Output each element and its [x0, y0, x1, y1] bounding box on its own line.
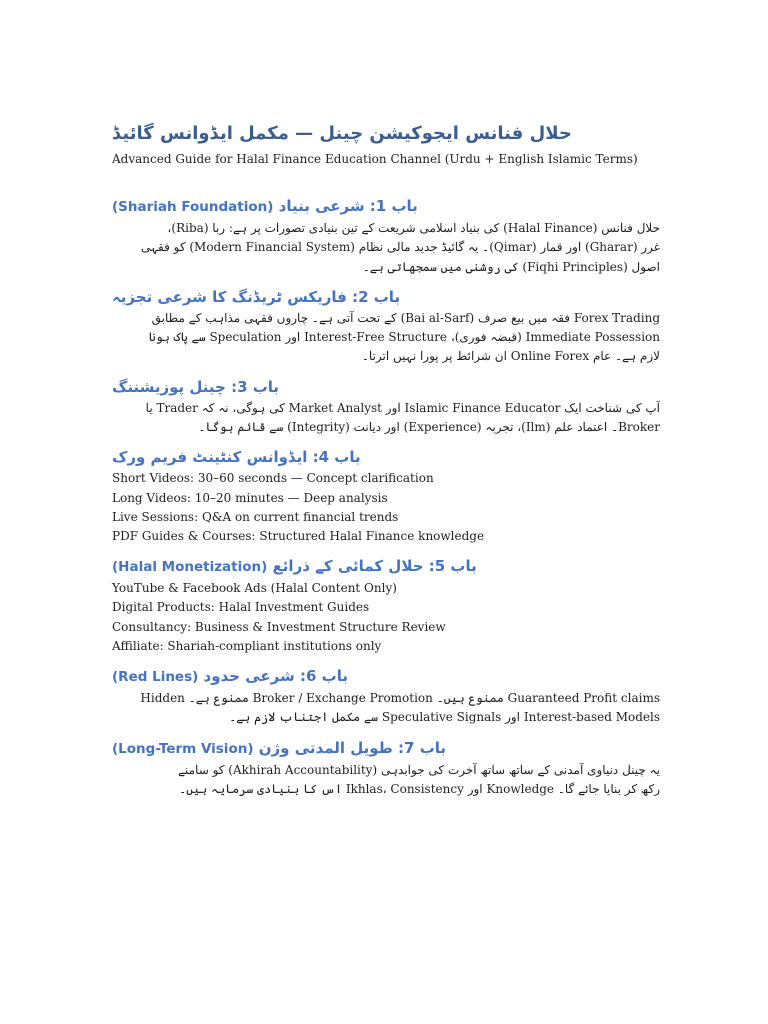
list-item: PDF Guides & Courses: Structured Halal Finance knowledge	[112, 528, 485, 543]
section-paragraph	[112, 309, 660, 367]
section-channel-positioning	[112, 375, 660, 438]
section-content-framework	[112, 445, 660, 546]
heading-urdu: باب 7: طویل المدتی وژن	[258, 738, 447, 757]
section-heading	[112, 285, 660, 309]
section-paragraph	[112, 689, 660, 728]
document-subtitle: Advanced Guide for Halal Finance Education Channel (Urdu + English Islamic Terms)	[112, 152, 638, 166]
document-title: حلال فنانس ایجوکیشن چینل — مکمل ایڈوانس گائیڈ	[112, 123, 572, 144]
heading-urdu: باب 6: شرعی حدود	[203, 667, 348, 685]
heading-english: (Shariah Foundation)	[112, 199, 274, 215]
paragraph-line: Immediate Possession (قبضہ فوری)، Interest-Free Structure اور Speculation سے پاک ہونا	[148, 330, 660, 345]
list-item: Consultancy: Business & Investment Structure Review	[112, 619, 446, 634]
section-heading	[112, 194, 660, 219]
section-paragraph	[112, 399, 660, 438]
paragraph-line: Forex Trading فقہ میں بیع صرف (Bai al-Sarf) کے تحت آتی ہے۔ چاروں فقہی مذاہب کے مطابق	[151, 310, 660, 325]
paragraph-line: Interest-based Models اور Speculative Signals سے مکمل اجتناب لازم ہے۔	[229, 710, 660, 725]
monetization-list	[112, 579, 660, 656]
section-heading	[112, 664, 660, 689]
section-heading	[112, 375, 660, 399]
content-list	[112, 469, 660, 546]
list-item: Short Videos: 30–60 seconds — Concept clarification	[112, 471, 434, 486]
list-item: Live Sessions: Q&A on current financial trends	[112, 509, 399, 524]
section-forex-analysis	[112, 285, 660, 367]
paragraph-line: یہ چینل دنیاوی آمدنی کے ساتھ ساتھ آخرت کی جوابدہی (Akhirah Accountability) کو سامنے	[177, 762, 660, 777]
section-red-lines	[112, 664, 660, 728]
heading-urdu: باب 1: شرعی بنیاد	[278, 197, 418, 215]
heading-english: (Red Lines)	[112, 669, 199, 685]
section-heading	[112, 736, 660, 761]
heading-english: (Long-Term Vision)	[112, 740, 254, 757]
section-heading	[112, 445, 660, 469]
list-item: YouTube & Facebook Ads (Halal Content Only)	[112, 581, 397, 596]
paragraph-line: Broker۔ اعتماد علم (Ilm)، تجربہ (Experience) اور دیانت (Integrity) سے قائم ہوگا۔	[198, 420, 660, 435]
paragraph-line: رکھ کر بنایا جائے گا۔ Knowledge اور Ikhlas، Consistency اس کا بنیادی سرمایہ ہیں۔	[179, 781, 660, 796]
section-halal-monetization	[112, 554, 660, 656]
list-item: Affiliate: Shariah-compliant institutions only	[112, 638, 382, 653]
list-item: Digital Products: Halal Investment Guides	[112, 600, 370, 615]
heading-urdu: باب 5: حلال کمائی کے ذرائع	[272, 557, 477, 576]
section-heading	[112, 554, 660, 579]
section-paragraph	[112, 219, 660, 277]
section-shariah-foundation	[112, 194, 660, 277]
paragraph-line: لازم ہے۔ عام Online Forex ان شرائط پر پورا نہیں اترتا۔	[361, 349, 660, 364]
section-long-term-vision	[112, 736, 660, 800]
paragraph-line: آپ کی شناخت ایک Islamic Finance Educator اور Market Analyst کی ہوگی، نہ کہ Trader یا	[145, 400, 660, 415]
heading-urdu: باب 2: فاریکس ٹریڈنگ کا شرعی تجزیہ	[112, 287, 401, 306]
list-item: Long Videos: 10–20 minutes — Deep analysis	[112, 490, 388, 505]
heading-urdu: باب 3: چینل پوزیشننگ	[112, 377, 280, 396]
paragraph-line: غرر (Gharar) اور قمار (Qimar)۔ یہ گائیڈ جدید مالی نظام (Modern Financial System) کو فقہی	[140, 240, 660, 255]
section-paragraph	[112, 761, 660, 800]
heading-urdu: باب 4: ایڈوانس کنٹینٹ فریم ورک	[112, 448, 361, 467]
heading-english: (Halal Monetization)	[112, 559, 268, 576]
paragraph-line: حلال فنانس (Halal Finance) کی بنیاد اسلامی شریعت کے تین بنیادی تصورات پر ہے: ربا (Riba)،	[167, 221, 660, 235]
paragraph-line: اصول (Fiqhi Principles) کی روشنی میں سمجھاتی ہے۔	[362, 259, 660, 274]
paragraph-line: Guaranteed Profit claims ممنوع ہیں۔ Broker / Exchange Promotion ممنوع ہے۔ Hidden	[140, 691, 660, 705]
